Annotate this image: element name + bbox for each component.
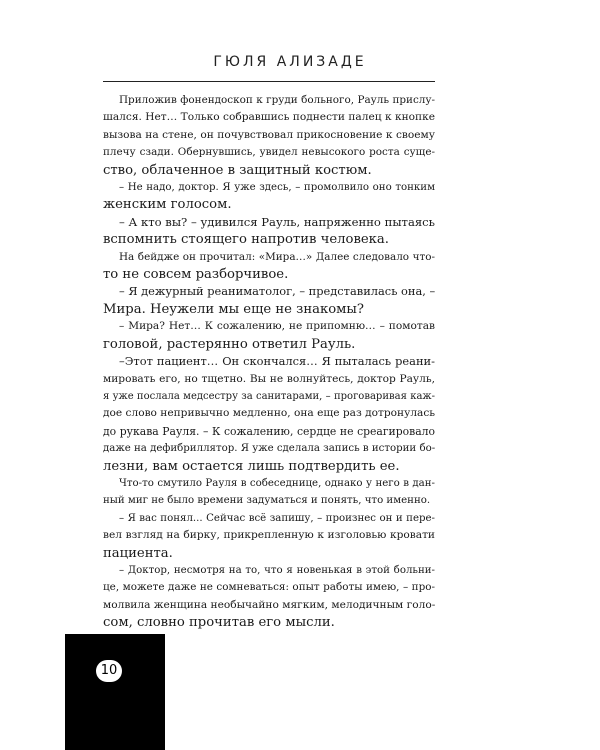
text-line: сом, словно прочитав его мысли. — [103, 615, 335, 631]
text-line: дое слово непривычно медленно, она еще раз дотронулась — [103, 407, 435, 420]
header-rule — [103, 81, 435, 82]
text-line: лезни, вам остается лишь подтвердить ее. — [103, 458, 400, 474]
text-line: ство, облаченное в защитный костюм. — [103, 162, 372, 178]
text-line: вызова на стене, он почувствовал прикосновение к своему — [103, 128, 435, 141]
text-line: ный миг не было времени задуматься и понять, что именно. — [103, 495, 431, 507]
text-line: Что-то смутило Рауля в собеседнице, однако у него в дан- — [119, 477, 435, 489]
text-line: я уже послала медсестру за санитарами, – проговаривая каж- — [103, 390, 435, 402]
text-line: – Мира? Нет… К сожалению, не припомню… – помотав — [119, 320, 435, 333]
text-line: – Я дежурный реаниматолог, – представилась она, – — [119, 284, 435, 299]
text-line: мировать его, но тщетно. Вы не волнуйтесь, доктор Рауль, — [103, 372, 435, 385]
page-corner-block — [65, 634, 165, 750]
text-line: вел взгляд на бирку, прикрепленную к изголовью кровати — [103, 529, 435, 542]
text-line: пациента. — [103, 545, 173, 561]
text-line: женским голосом. — [103, 197, 232, 213]
text-line: головой, растерянно ответил Рауль. — [103, 336, 356, 352]
text-line: – Я вас понял... Сейчас всё запишу, – произнес он и пере- — [119, 512, 435, 524]
text-line: – А кто вы? – удивился Рауль, напряженно пытаясь — [119, 214, 435, 229]
body-text — [103, 92, 435, 632]
running-head-author: ГЮЛЯ АЛИЗАДЕ — [213, 54, 367, 70]
text-line: до рукава Рауля. – К сожалению, сердце не среагировало — [103, 424, 435, 438]
text-line: На бейдже он прочитал: «Мира…» Далее следовало что- — [119, 250, 435, 263]
text-line: – Не надо, доктор. Я уже здесь, – промолвило оно тонким — [119, 182, 435, 194]
text-line: молвила женщина необычайно мягким, мелодичным голо- — [103, 598, 435, 611]
text-line: Приложив фонендоскоп к груди больного, Рауль прислу- — [119, 94, 435, 106]
text-line: плечу сзади. Обернувшись, увидел невысокого роста суще- — [103, 146, 435, 159]
text-line: це, можете даже не сомневаться: опыт работы имею, – про- — [103, 581, 435, 594]
text-line: шался. Нет… Только собравшись поднести палец к кнопке — [103, 111, 435, 124]
text-line: Мира. Неужели мы еще не знакомы? — [103, 301, 364, 317]
text-line: – Доктор, несмотря на то, что я новенькая в этой больни- — [119, 564, 435, 576]
text-line: –Этот пациент… Он скончался… Я пыталась реани- — [119, 354, 435, 369]
page-number: 10 — [96, 660, 122, 682]
text-line: вспомнить стоящего напротив человека. — [103, 232, 389, 248]
text-line: то не совсем разборчивое. — [103, 267, 289, 283]
text-line: даже на дефибриллятор. Я уже сделала запись в истории бо- — [103, 443, 435, 455]
